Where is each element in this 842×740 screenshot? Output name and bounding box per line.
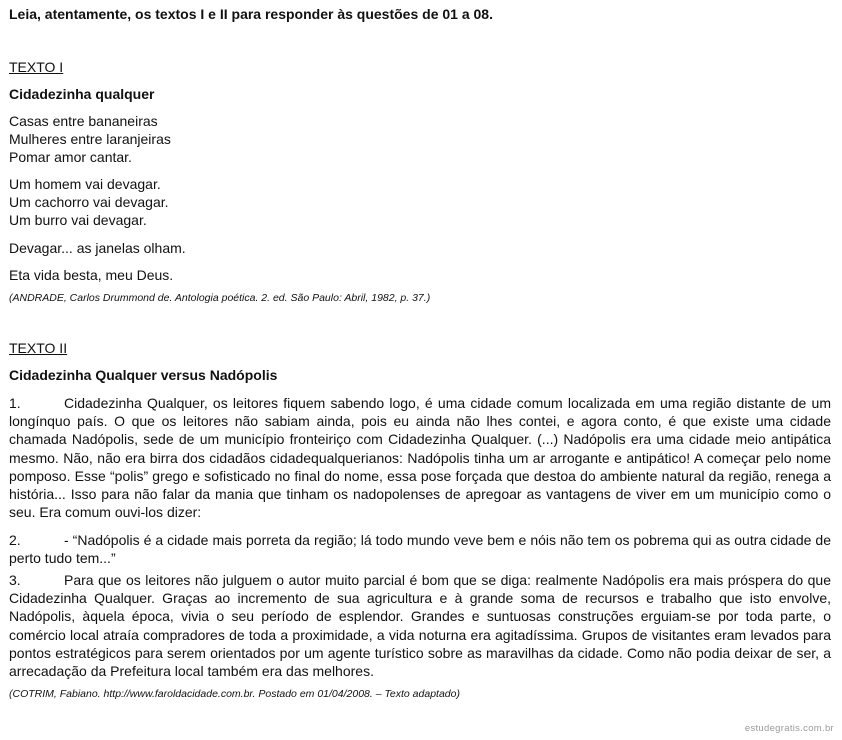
paragraph-1: [9, 394, 831, 521]
texto-2-title: Cidadezinha Qualquer versus Nadópolis: [9, 367, 278, 383]
paragraph-number: 3.: [9, 572, 21, 588]
texto-2-citation: (COTRIM, Fabiano. http://www.faroldacidade.com.br. Postado em 01/04/2008. – Texto adaptado): [9, 688, 460, 700]
poem-line: Um cachorro vai devagar.: [9, 194, 169, 210]
paragraph-number: 2.: [9, 532, 21, 548]
texto-1-label: TEXTO I: [9, 59, 64, 75]
poem-line: Eta vida besta, meu Deus.: [9, 267, 174, 283]
watermark: estudegratis.com.br: [744, 723, 834, 734]
poem-line: Um homem vai devagar.: [9, 176, 161, 192]
poem-line: Casas entre bananeiras: [9, 113, 158, 129]
poem-line: Mulheres entre laranjeiras: [9, 131, 171, 147]
instructions-heading: Leia, atentamente, os textos I e II para responder às questões de 01 a 08.: [9, 6, 493, 22]
texto-1-citation: (ANDRADE, Carlos Drummond de. Antologia poética. 2. ed. São Paulo: Abril, 1982, p. 37.): [9, 292, 431, 304]
paragraph-2: [9, 531, 831, 567]
poem-line: Um burro vai devagar.: [9, 212, 147, 228]
texto-2-label: TEXTO II: [9, 340, 68, 356]
paragraph-3: [9, 571, 831, 680]
paragraph-text: Cidadezinha Qualquer, os leitores fiquem sabendo logo, é uma cidade comum localizada em uma região distante de um longínquo país. O que os leitores não sabiam ainda, pois eu ainda não lhes contei, e agora conto, é que existe uma cidade chamada Nadópolis, sede de um município fronteiriço com Cidadezinha Qualquer. (...) Nadópolis era uma cidade meio antipática mesmo. Não, não era birra dos cidadãos cidadequalquerianos: Nadópolis tinha um ar arrogante e antipático! A começar pelo nome pomposo. Esse “polis” grego e sofisticado no final do nome, essa pose forçada que destoa do ambiente natural da região, renega a história... Isso para não falar da mania que tinham os nadopolenses de apregoar as vantagens de viver em um município como o seu. Era comum ouvi-los dizer:: [9, 395, 831, 521]
paragraph-text: - “Nadópolis é a cidade mais porreta da região; lá todo mundo veve bem e nóis não tem os pobrema qui as outra cidade de perto tudo tem...”: [9, 532, 831, 567]
poem-line: Pomar amor cantar.: [9, 149, 132, 165]
paragraph-text: Para que os leitores não julguem o autor muito parcial é bom que se diga: realmente Nadópolis era mais próspera do que Cidadezinha Qualquer. Graças ao incremento de sua agricultura e à grande soma de recursos e trabalho que isto envolve, Nadópolis, àquela época, vivia o seu período de esplendor. Grandes e suntuosas construções erguiam-se por toda parte, o comércio local atraía compradores de toda a proximidade, a vida noturna era agitadíssima. Grupos de visitantes eram levados para pontos estratégicos para serem orientados por um agente turístico sobre as maravilhas da cidade. Como não podia deixar de ser, a arrecadação da Prefeitura local também era das melhores.: [9, 572, 831, 680]
poem-line: Devagar... as janelas olham.: [9, 240, 186, 256]
texto-1-title: Cidadezinha qualquer: [9, 86, 155, 102]
paragraph-number: 1.: [9, 395, 21, 411]
